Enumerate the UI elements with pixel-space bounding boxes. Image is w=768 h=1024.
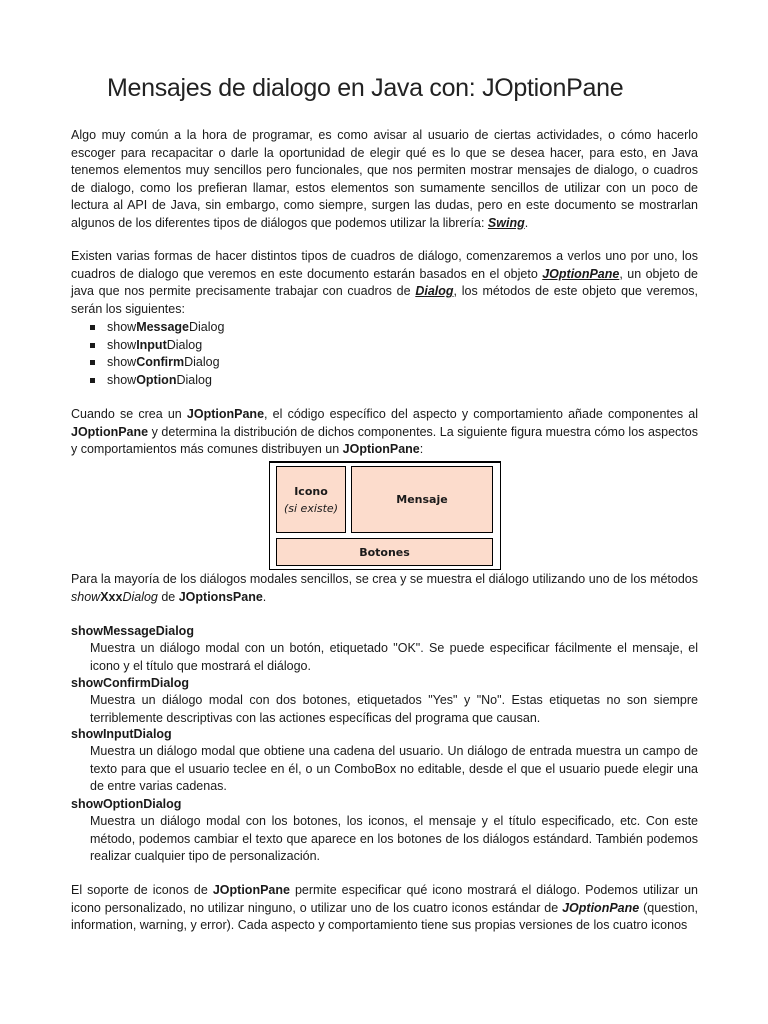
term-show-confirm-dialog: showConfirmDialog xyxy=(71,676,190,690)
list-item: showMessageDialog xyxy=(88,319,224,337)
list-item: showConfirmDialog xyxy=(88,354,224,372)
page-title: Mensajes de dialogo en Java con: JOptionPane xyxy=(107,74,624,102)
icons-paragraph: El soporte de iconos de JOptionPane permite especificar qué icono mostrará el diálogo. Podemos utilizar un icono personalizado, no utilizar ninguno, o utilizar uno de los cuatro iconos estándar de JOptionPane (question, information, warning, y error). Cada aspecto y comportamiento tiene sus propias versiones de los cuatro iconos xyxy=(71,883,699,933)
figure-buttons-box: Botones xyxy=(276,538,493,566)
list-item: showInputDialog xyxy=(88,337,224,355)
methods-list xyxy=(88,319,224,389)
term-show-option-dialog: showOptionDialog xyxy=(71,797,182,811)
term-show-input-dialog: showInputDialog xyxy=(71,727,172,741)
desc-show-option-dialog: Muestra un diálogo modal con los botones, los iconos, el mensaje y el título especificado, etc. Con este método, podemos cambiar el texto que aparece en los botones de los diálogos estándard. También podemos realizar cualquier tipo de personalización. xyxy=(90,814,698,864)
figure-icon-box: Icono (si existe) xyxy=(276,466,346,533)
list-item: showOptionDialog xyxy=(88,372,224,390)
joptionpane-link[interactable]: JOptionPane xyxy=(542,266,620,281)
desc-show-message-dialog: Muestra un diálogo modal con un botón, etiquetado "OK". Se puede especificar fácilmente el mensaje, el icono y el título que mostrará el diálogo. xyxy=(90,641,698,673)
intro-paragraph: Algo muy común a la hora de programar, es como avisar al usuario de ciertas actividades, o cómo hacerlo escoger para recapacitar o darle la oportunidad de elegir qué es lo que se desea hacer, para esto, en Java tenemos elementos muy sencillos pero funcionales, que nos permiten mostrar mensajes de dialogo, o cuadros de dialogo, como los prefieran llamar, estos elementos son sumamente sencillos de utilizar con un poco de lectura al API de Java, sin embargo, como siempre, surgen las dudas, pero en este documento se mostrarlan algunos de los diferentes tipos de diálogos que podemos utilizar la librería: Swing. xyxy=(71,128,698,230)
desc-show-input-dialog: Muestra un diálogo modal que obtiene una cadena del usuario. Un diálogo de entrada muestra un campo de texto para que el usuario teclee en él, o un ComboBox no editable, desde el que el usuario puede elegir una de entre varias cadenas. xyxy=(90,744,698,794)
dialog-link[interactable]: Dialog xyxy=(415,284,454,299)
swing-link[interactable]: Swing xyxy=(487,215,525,230)
modal-dialogs-paragraph: Para la mayoría de los diálogos modales sencillos, se crea y se muestra el diálogo utilizando uno de los métodos showXxxDialog de JOptionsPane. xyxy=(71,572,698,604)
term-show-message-dialog: showMessageDialog xyxy=(71,624,194,638)
joptionpane-layout-figure xyxy=(269,461,501,570)
layout-paragraph: Cuando se crea un JOptionPane, el código específico del aspecto y comportamiento añade componentes al JOptionPane y determina la distribución de dichos componentes. La siguiente figura muestra cómo los aspectos y comportamientos más comunes distribuyen un JOptionPane: xyxy=(71,407,698,457)
figure-message-box: Mensaje xyxy=(351,466,493,533)
methods-intro-paragraph: Existen varias formas de hacer distintos tipos de cuadros de diálogo, comenzaremos a verlos uno por uno, los cuadros de dialogo que veremos en este documento estarán basados en el objeto JOptionPane, un objeto de java que nos permite precisamente trabajar con cuadros de Dialog, los métodos de este objeto que veremos, serán los siguientes: xyxy=(71,249,698,316)
desc-show-confirm-dialog: Muestra un diálogo modal con dos botones, etiquetados "Yes" y "No". Estas etiquetas no son siempre terriblemente descriptivas con las actiones específicas del programa que causan. xyxy=(90,693,698,725)
